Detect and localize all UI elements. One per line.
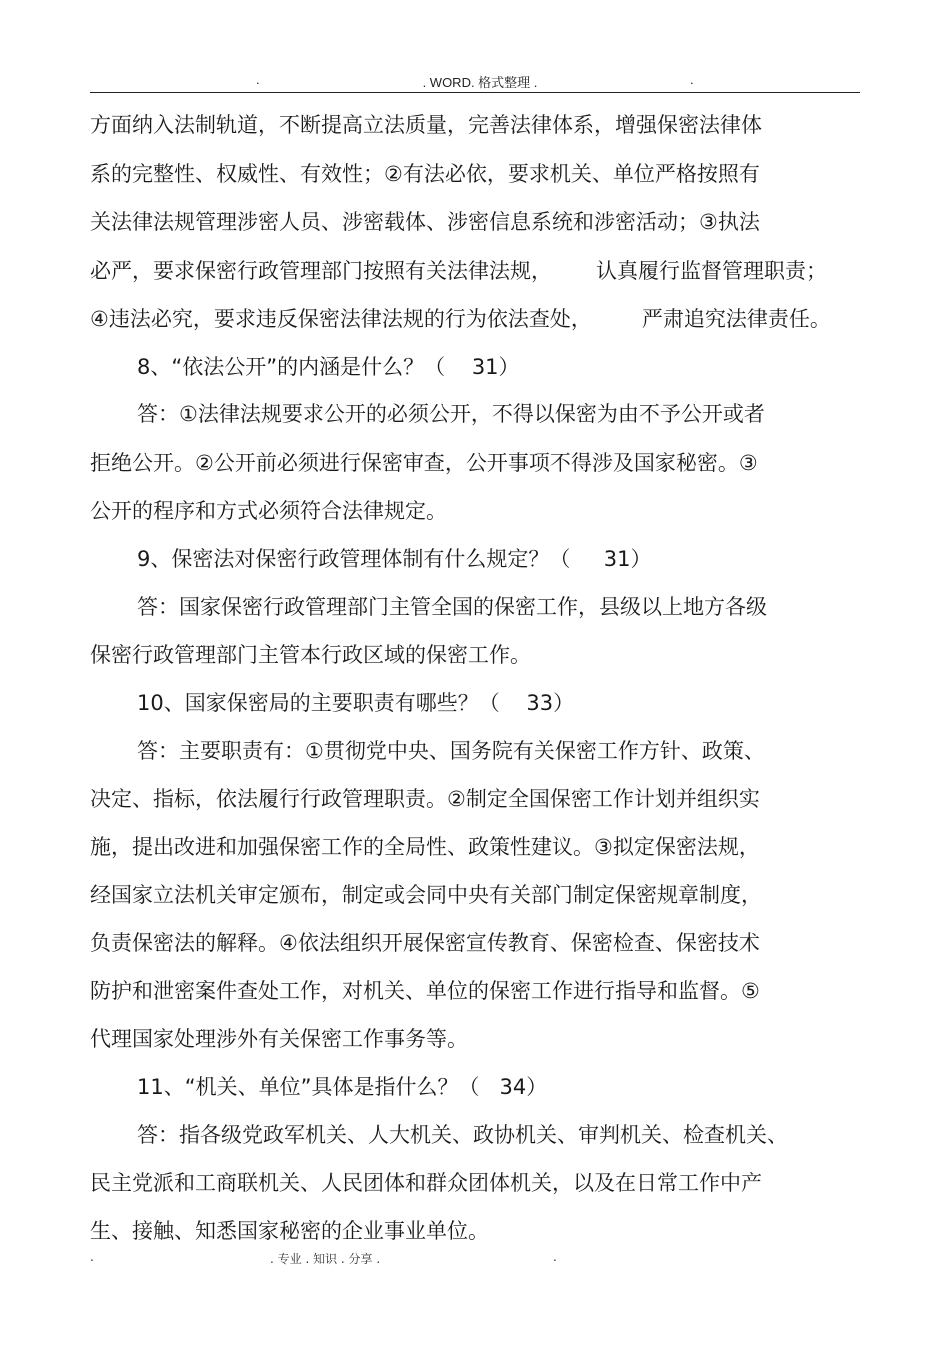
page-header <box>90 66 860 93</box>
text-line: 民主党派和工商联机关、人民团体和群众团体机关，以及在日常工作中产 <box>90 1171 762 1195</box>
answer-line: 答：国家保密行政管理部门主管全国的保密工作，县级以上地方各级 <box>137 595 767 619</box>
footer-dot-left: . <box>90 1250 94 1264</box>
question-10: 10、国家保密局的主要职责有哪些？（ 33） <box>137 691 575 715</box>
answer-line: 答：主要职责有：①贯彻党中央、国务院有关保密工作方针、政策、 <box>137 739 765 763</box>
text-line: 必严，要求保密行政管理部门按照有关法律法规， 认真履行监督管理职责； <box>90 259 827 283</box>
text-line: 保密行政管理部门主管本行政区域的保密工作。 <box>90 643 531 667</box>
question-8: 8、“依法公开”的内涵是什么？（ 31） <box>137 355 520 379</box>
text-line: 决定、指标，依法履行行政管理职责。②制定全国保密工作计划并组织实 <box>90 787 760 811</box>
text-line: 施，提出改进和加强保密工作的全局性、政策性建议。③拟定保密法规， <box>90 835 760 859</box>
text-line: 拒绝公开。②公开前必须进行保密审查，公开事项不得涉及国家秘密。③ <box>90 451 758 475</box>
text-line: 经国家立法机关审定颁布，制定或会同中央有关部门制定保密规章制度， <box>90 883 762 907</box>
header-dot-left: . <box>256 72 260 87</box>
footer-text: . 专业 . 知识 . 分享 . <box>270 1252 381 1266</box>
text-line: 公开的程序和方式必须符合法律规定。 <box>90 499 447 523</box>
page-footer <box>90 1250 860 1270</box>
header-title: . WORD. 格式整理 . <box>422 75 538 90</box>
question-11: 11、“机关、单位”具体是指什么？（ 34） <box>137 1075 548 1099</box>
text-line: ④违法必究，要求违反保密法律法规的行为依法查处， 严肃追究法律责任。 <box>90 307 831 331</box>
text-line: 关法律法规管理涉密人员、涉密载体、涉密信息系统和涉密活动；③执法 <box>90 210 760 234</box>
question-9: 9、保密法对保密行政管理体制有什么规定？（ 31） <box>137 547 652 571</box>
text-line: 系的完整性、权威性、有效性；②有法必依，要求机关、单位严格按照有 <box>90 162 760 186</box>
answer-line: 答：指各级党政军机关、人大机关、政协机关、审判机关、检查机关、 <box>137 1123 788 1147</box>
text-line: 负责保密法的解释。④依法组织开展保密宣传教育、保密检查、保密技术 <box>90 931 760 955</box>
text-line: 生、接触、知悉国家秘密的企业事业单位。 <box>90 1219 489 1243</box>
answer-line: 答：①法律法规要求公开的必须公开，不得以保密为由不予公开或者 <box>137 402 765 426</box>
text-line: 代理国家处理涉外有关保密工作事务等。 <box>90 1027 468 1051</box>
text-line: 防护和泄密案件查处工作，对机关、单位的保密工作进行指导和监督。⑤ <box>90 979 760 1003</box>
footer-dot-right: . <box>553 1250 557 1264</box>
header-dot-right: . <box>690 72 694 87</box>
text-line: 方面纳入法制轨道，不断提高立法质量，完善法律体系，增强保密法律体 <box>90 113 762 137</box>
